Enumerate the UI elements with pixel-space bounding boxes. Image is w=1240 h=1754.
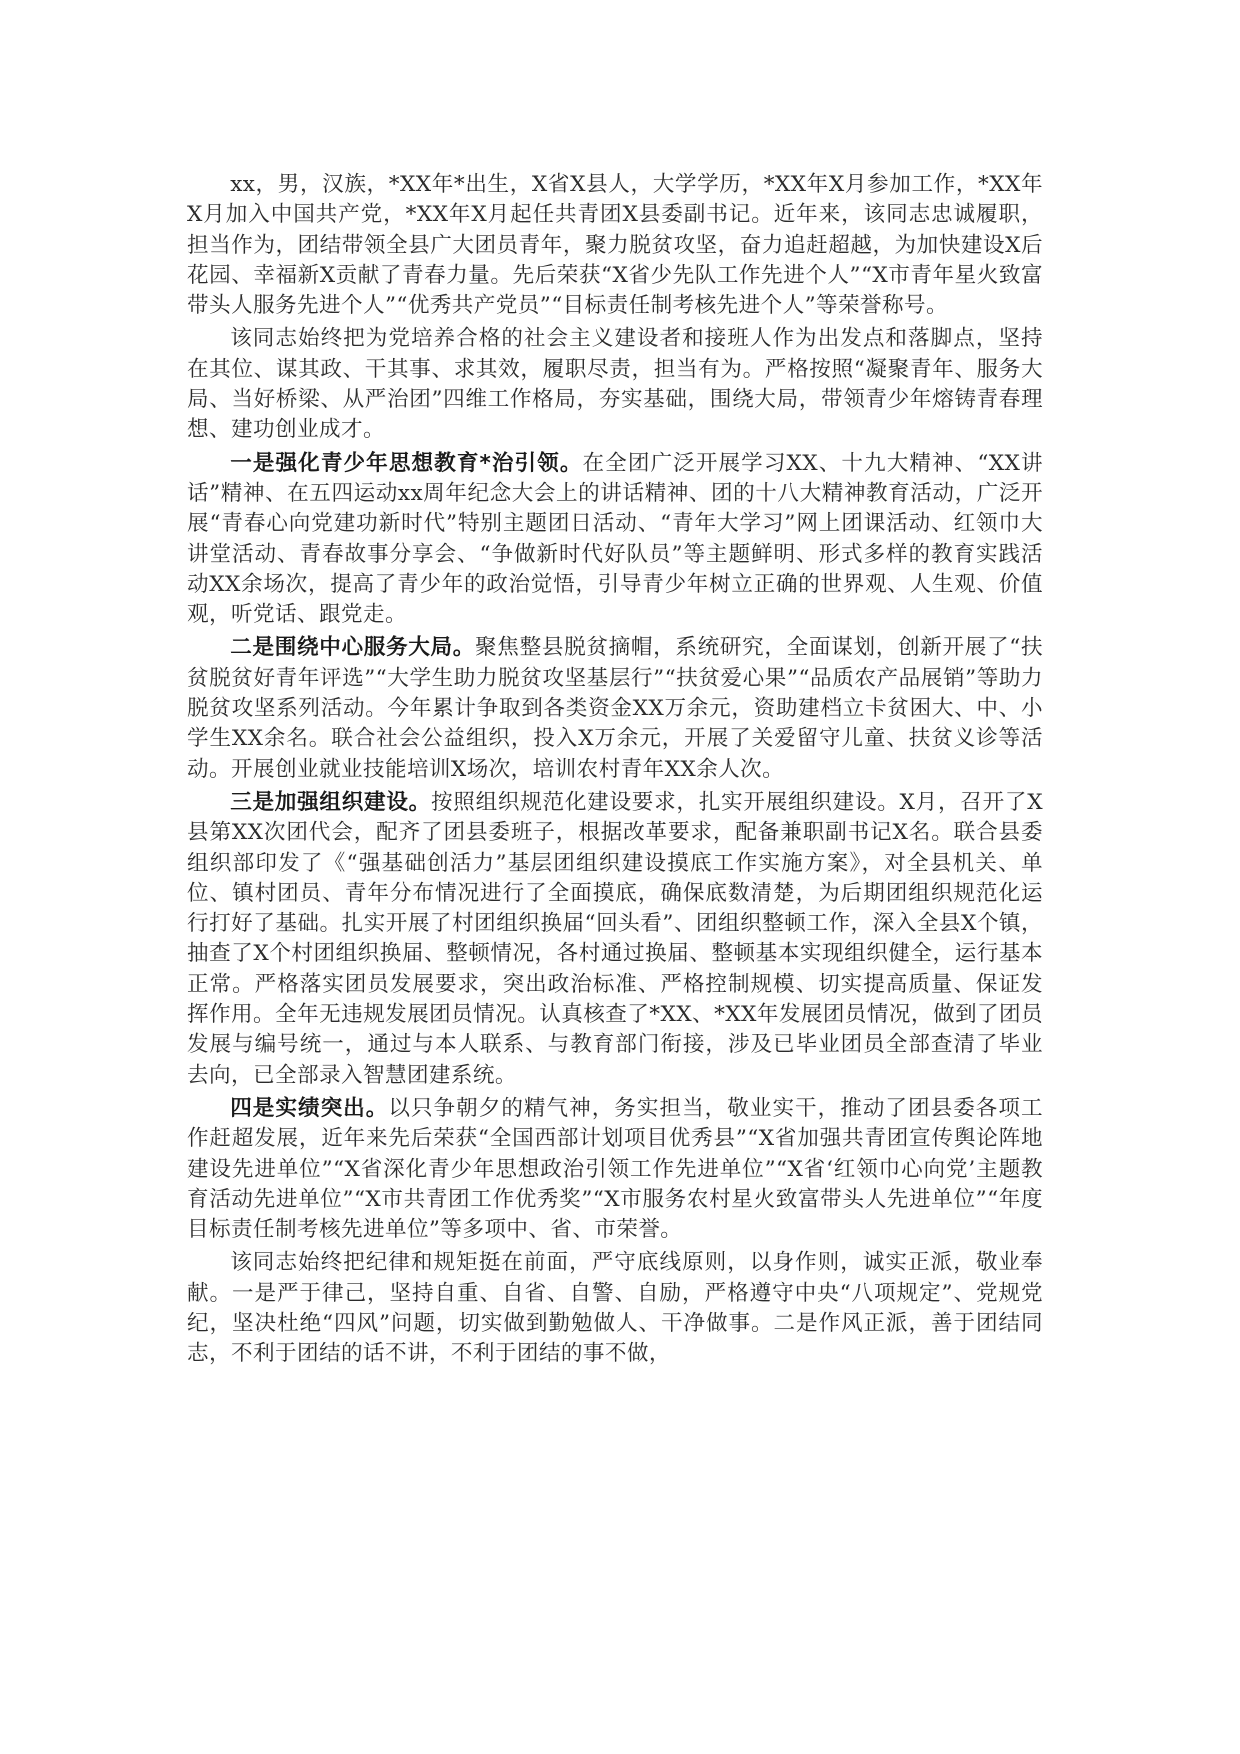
paragraph-lead: 四是实绩突出。 (230, 1095, 389, 1121)
paragraph-text: 以只争朝夕的精气神，务实担当，敬业实干，推动了团县委各项工作赶超发展，近年来先后荣获“全国西部计划项目优秀县”“X省加强共青团宣传舆论阵地建设先进单位”“X省深化青少年思想政治引领工作先进单位”“X省‘红领巾心向党’主题教育活动先进单位”“X市共青团工作优秀奖”“X市服务农村星火致富带头人先进单位”“年度目标责任制考核先进单位”等多项中、省、市荣誉。 (187, 1095, 1043, 1243)
paragraph-text: 聚焦整县脱贫摘帽，系统研究，全面谋划，创新开展了“扶贫脱贫好青年评选”“大学生助力脱贫攻坚基层行”“扶贫爱心果”“品质农产品展销”等助力脱贫攻坚系列活动。今年累计争取到各类资金XX万余元，资助建档立卡贫困大、中、小学生XX余名。联合社会公益组织，投入X万余元，开展了关爱留守儿童、扶贫义诊等活动。开展创业就业技能培训X场次，培训农村青年XX余人次。 (187, 635, 1043, 782)
paragraph-overview (187, 324, 1043, 445)
paragraph-lead: 三是加强组织建设。 (230, 789, 431, 815)
paragraph-point-four (187, 1094, 1043, 1245)
paragraph-text: 在全团广泛开展学习XX、十九大精神、“XX讲话”精神、在五四运动xx周年纪念大会上的讲话精神、团的十八大精神教育活动，广泛开展“青春心向党建功新时代”特别主题团日活动、“青年大学习”网上团课活动、红领巾大讲堂活动、青春故事分享会、“争做新时代好队员”等主题鲜明、形式多样的教育实践活动XX余场次，提高了青少年的政治觉悟，引导青少年树立正确的世界观、人生观、价值观，听党话、跟党走。 (187, 450, 1043, 628)
paragraph-text: xx，男，汉族，*XX年*出生，X省X县人，大学学历，*XX年X月参加工作，*XX年X月加入中国共产党，*XX年X月起任共青团X县委副书记。近年来，该同志忠诚履职，担当作为，团结带领全县广大团员青年，聚力脱贫攻坚，奋力追赶超越，为加快建设X后花园、幸福新X贡献了青春力量。先后荣获“X省少先队工作先进个人”“X市青年星火致富带头人服务先进个人”“优秀共产党员”“目标责任制考核先进个人”等荣誉称号。 (187, 172, 1043, 319)
paragraph-point-one (187, 449, 1043, 631)
paragraph-point-two (187, 633, 1043, 784)
paragraph-text: 按照组织规范化建设要求，扎实开展组织建设。X月，召开了X县第XX次团代会，配齐了团县委班子，根据改革要求，配备兼职副书记X名。联合县委组织部印发了《“强基础创活力”基层团组织建设摸底工作实施方案》，对全县机关、单位、镇村团员、青年分布情况进行了全面摸底，确保底数清楚，为后期团组织规范化运行打好了基础。扎实开展了村团组织换届“回头看”、团组织整顿工作，深入全县X个镇，抽查了X个村团组织换届、整顿情况，各村通过换届、整顿基本实现组织健全，运行基本正常。严格落实团员发展要求，突出政治标准、严格控制规模、切实提高质量、保证发挥作用。全年无违规发展团员情况。认真核查了*XX、*XX年发展团员情况，做到了团员发展与编号统一，通过与本人联系、与教育部门衔接，涉及已毕业团员全部查清了毕业去向，已全部录入智慧团建系统。 (187, 789, 1043, 1088)
paragraph-lead: 二是围绕中心服务大局。 (230, 635, 476, 661)
paragraph-lead: 一是强化青少年思想教育*治引领。 (230, 450, 583, 476)
paragraph-profile (187, 170, 1043, 321)
paragraph-text: 该同志始终把为党培养合格的社会主义建设者和接班人作为出发点和落脚点，坚持在其位、谋其政、干其事、求其效，履职尽责，担当有为。严格按照“凝聚青年、服务大局、当好桥梁、从严治团”四维工作格局，夯实基础，围绕大局，带领青少年熔铸青春理想、建功创业成才。 (187, 326, 1043, 443)
paragraph-discipline (187, 1248, 1043, 1369)
paragraph-text: 该同志始终把纪律和规矩挺在前面，严守底线原则，以身作则，诚实正派，敬业奉献。一是严于律己，坚持自重、自省、自警、自励，严格遵守中央“八项规定”、党规党纪，坚决杜绝“四风”问题，切实做到勤勉做人、干净做事。二是作风正派，善于团结同志，不利于团结的话不讲，不利于团结的事不做， (187, 1250, 1043, 1367)
document-page (187, 170, 1043, 1373)
paragraph-point-three (187, 788, 1043, 1091)
